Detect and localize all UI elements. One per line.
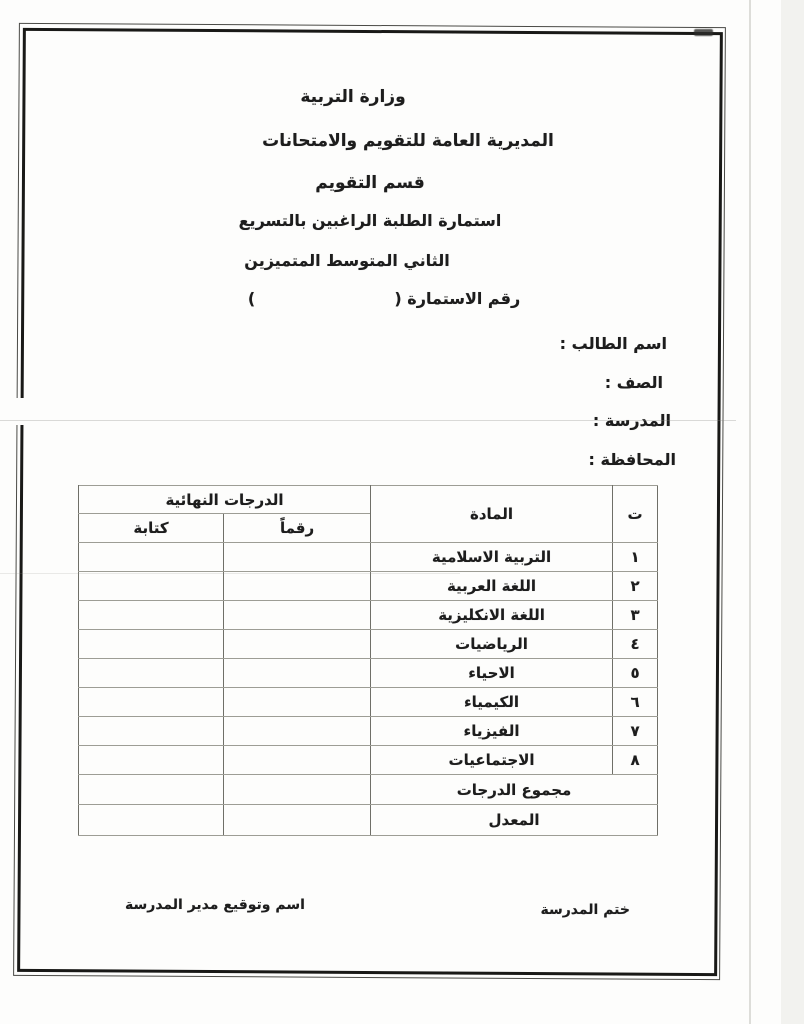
grade-level-title: الثاني المتوسط المتميزين xyxy=(244,251,450,270)
row-serial: ١ xyxy=(613,543,658,572)
grade-written-cell xyxy=(79,659,224,688)
field-student-name: اسم الطالب : xyxy=(559,334,667,353)
subject-cell: الرياضيات xyxy=(371,630,613,659)
grade-numeric-cell xyxy=(224,601,371,630)
table-row xyxy=(79,572,658,601)
row-serial: ٣ xyxy=(613,601,658,630)
table-row xyxy=(79,717,658,746)
table-row xyxy=(79,659,658,688)
directorate-title: المديرية العامة للتقويم والامتحانات xyxy=(262,131,554,151)
subject-cell: الاجتماعيات xyxy=(371,746,613,775)
total-numeric-cell xyxy=(224,775,371,805)
average-numeric-cell xyxy=(224,805,371,836)
subjects-grades-table xyxy=(78,485,658,836)
total-row xyxy=(79,775,658,805)
total-label: مجموع الدرجات xyxy=(371,775,658,805)
grade-written-cell xyxy=(79,717,224,746)
row-serial: ٧ xyxy=(613,717,658,746)
header-written: كتابة xyxy=(79,514,224,543)
form-number-line: رقم الاستمارة ( ) xyxy=(247,289,521,308)
row-serial: ٢ xyxy=(613,572,658,601)
grade-written-cell xyxy=(79,572,224,601)
row-serial: ٦ xyxy=(613,688,658,717)
table-row xyxy=(79,688,658,717)
grade-written-cell xyxy=(79,746,224,775)
table-row xyxy=(79,746,658,775)
header-final-grades: الدرجات النهائية xyxy=(79,486,371,514)
grade-numeric-cell xyxy=(224,630,371,659)
scan-artifact-line xyxy=(0,573,460,574)
scan-smudge xyxy=(694,29,713,36)
scan-edge-band xyxy=(781,0,804,1024)
grade-numeric-cell xyxy=(224,717,371,746)
row-serial: ٥ xyxy=(613,659,658,688)
total-written-cell xyxy=(79,775,224,805)
form-title: استمارة الطلبة الراغبين بالتسريع xyxy=(238,211,502,230)
grade-written-cell xyxy=(79,688,224,717)
field-class: الصف : xyxy=(604,373,663,392)
grade-written-cell xyxy=(79,601,224,630)
grade-numeric-cell xyxy=(224,572,371,601)
subject-cell: اللغة الانكليزية xyxy=(371,601,613,630)
grade-numeric-cell xyxy=(224,746,371,775)
subject-cell: الكيمياء xyxy=(371,688,613,717)
subject-cell: التربية الاسلامية xyxy=(371,543,613,572)
row-serial: ٤ xyxy=(613,630,658,659)
average-label: المعدل xyxy=(371,805,658,836)
header-numeric: رقماً xyxy=(224,514,371,543)
grade-written-cell xyxy=(79,630,224,659)
average-written-cell xyxy=(79,805,224,836)
header-serial: ت xyxy=(613,486,658,543)
grade-numeric-cell xyxy=(224,688,371,717)
subject-cell: اللغة العربية xyxy=(371,572,613,601)
grade-written-cell xyxy=(79,543,224,572)
grade-numeric-cell xyxy=(224,543,371,572)
scan-artifact-line xyxy=(0,420,736,421)
field-governorate: المحافظة : xyxy=(588,450,676,469)
table-row xyxy=(79,630,658,659)
average-row xyxy=(79,805,658,836)
school-stamp-label: ختم المدرسة xyxy=(540,902,630,918)
subject-cell: الفيزياء xyxy=(371,717,613,746)
header-subject: المادة xyxy=(371,486,613,543)
table-row xyxy=(79,543,658,572)
scan-shadow-line xyxy=(749,0,751,1024)
department-title: قسم التقويم xyxy=(315,173,425,193)
row-serial: ٨ xyxy=(613,746,658,775)
grade-numeric-cell xyxy=(224,659,371,688)
table-row xyxy=(79,601,658,630)
field-school: المدرسة : xyxy=(592,411,671,430)
ministry-title: وزارة التربية xyxy=(300,87,406,107)
principal-signature-label: اسم وتوقيع مدير المدرسة xyxy=(125,897,305,913)
subject-cell: الاحياء xyxy=(371,659,613,688)
table-header-row-1 xyxy=(79,486,658,514)
